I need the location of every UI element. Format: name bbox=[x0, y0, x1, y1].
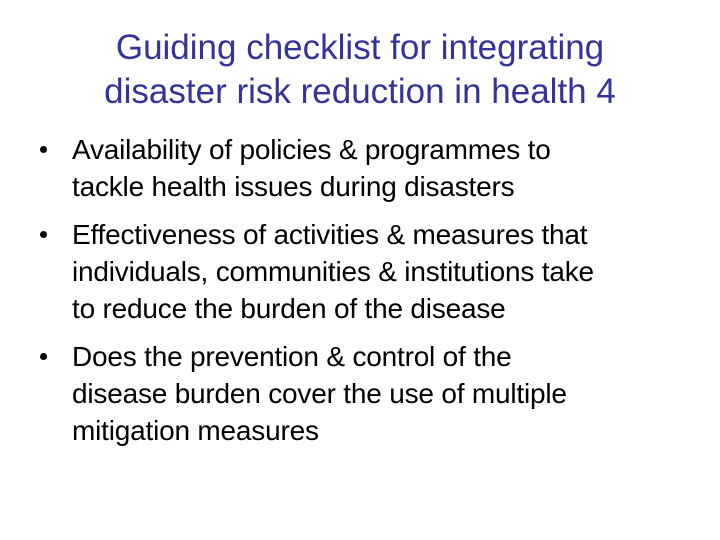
bullet-item-prevention bbox=[34, 338, 694, 449]
bullet-2-line-3: to reduce the burden of the disease bbox=[72, 293, 506, 324]
bullet-2-line-1: Effectiveness of activities & measures that bbox=[72, 219, 588, 250]
bullet-1-line-1: Availability of policies & programmes to bbox=[72, 134, 551, 165]
bullet-item-effectiveness bbox=[34, 216, 694, 327]
bullet-dot-icon bbox=[40, 231, 47, 238]
bullet-2-line-2: individuals, communities & institutions take bbox=[72, 256, 594, 287]
bullet-3-line-1: Does the prevention & control of the bbox=[72, 341, 512, 372]
bullet-dot-icon bbox=[40, 353, 47, 360]
bullet-list bbox=[34, 131, 694, 460]
bullet-dot-icon bbox=[40, 146, 47, 153]
bullet-3-line-3: mitigation measures bbox=[72, 415, 319, 446]
bullet-item-policies bbox=[34, 131, 694, 205]
slide-title bbox=[40, 26, 680, 114]
title-line-2: disaster risk reduction in health 4 bbox=[104, 72, 616, 111]
title-line-1: Guiding checklist for integrating bbox=[115, 28, 605, 67]
bullet-1-line-2: tackle health issues during disasters bbox=[72, 171, 515, 202]
bullet-3-line-2: disease burden cover the use of multiple bbox=[72, 378, 567, 409]
